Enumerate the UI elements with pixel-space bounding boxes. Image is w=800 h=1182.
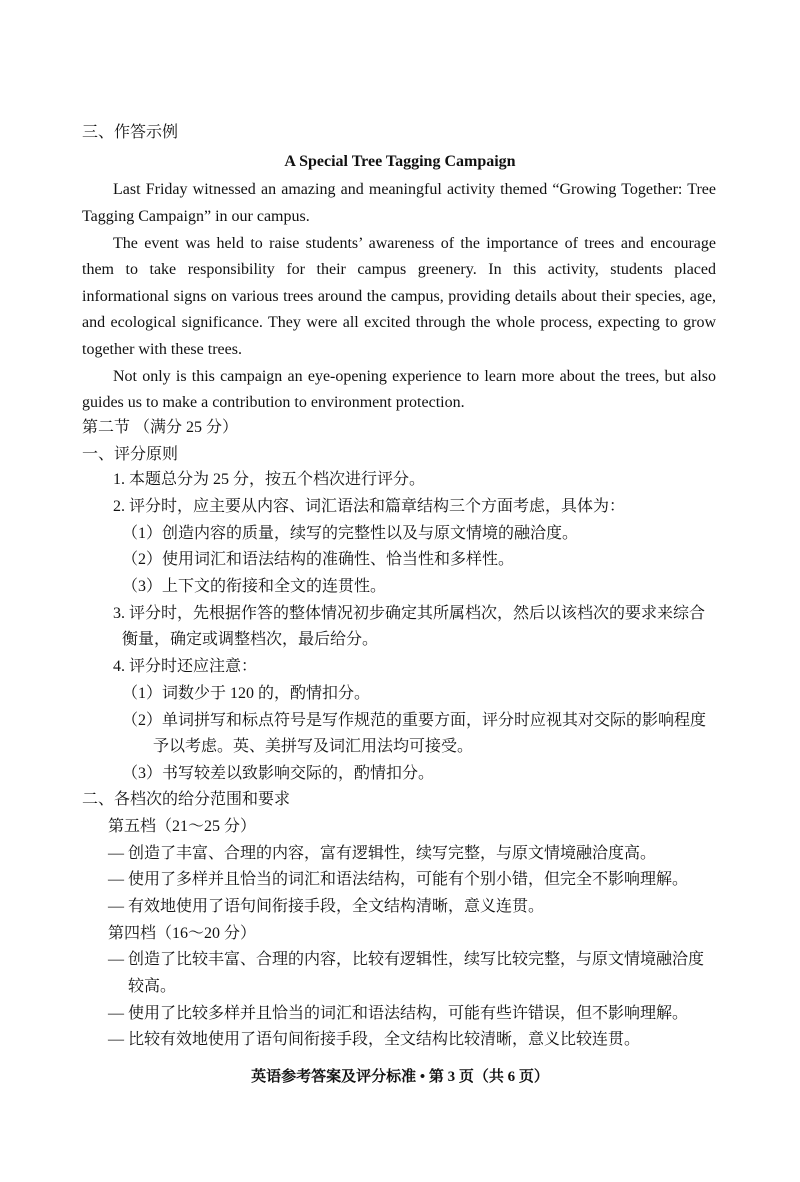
level-title: 第五档（21～25 分） <box>108 818 257 835</box>
essay-line: Last Friday witnessed an amazing and meaningful activity themed “Growing Together: Tree <box>113 181 716 198</box>
principle-subitem: （3）书写较差以致影响交际的，酌情扣分。 <box>122 765 435 782</box>
levels-heading: 二、各档次的给分范围和要求 <box>82 791 291 808</box>
principle-item: 2. 评分时，应主要从内容、词汇语法和篇章结构三个方面考虑，具体为： <box>113 498 626 515</box>
level-criterion-cont: 较高。 <box>128 978 177 995</box>
principle-subitem: （1）词数少于 120 的，酌情扣分。 <box>122 685 371 702</box>
principles-heading: 一、评分原则 <box>82 446 179 463</box>
principle-subitem: （2）使用词汇和语法结构的准确性、恰当性和多样性。 <box>122 551 515 568</box>
essay-line: Not only is this campaign an eye-opening experience to learn more about the trees, but also <box>113 368 716 385</box>
level-title: 第四档（16～20 分） <box>108 925 257 942</box>
level-criterion: — 创造了丰富、合理的内容，富有逻辑性，续写完整，与原文情境融洽度高。 <box>108 845 657 862</box>
level-criterion: — 创造了比较丰富、合理的内容，比较有逻辑性，续写比较完整，与原文情境融洽度 <box>108 951 705 968</box>
part-two-heading: 第二节 （满分 25 分） <box>82 419 239 436</box>
principle-item: 3. 评分时，先根据作答的整体情况初步确定其所属档次，然后以该档次的要求来综合 <box>113 605 706 622</box>
level-criterion: — 使用了多样并且恰当的词汇和语法结构，可能有个别小错，但完全不影响理解。 <box>108 871 689 888</box>
level-criterion: — 使用了比较多样并且恰当的词汇和语法结构，可能有些许错误，但不影响理解。 <box>108 1005 689 1022</box>
principle-item: 1. 本题总分为 25 分，按五个档次进行评分。 <box>113 471 426 488</box>
level-criterion: — 有效地使用了语句间衔接手段，全文结构清晰，意义连贯。 <box>108 898 545 915</box>
page-footer: 英语参考答案及评分标准 • 第 3 页（共 6 页） <box>251 1069 549 1085</box>
section-heading: 三、作答示例 <box>82 124 179 141</box>
essay-line: informational signs on various trees around the campus, providing details about their species, age, <box>82 288 716 305</box>
essay-title: A Special Tree Tagging Campaign <box>284 153 516 170</box>
principle-item-cont: 衡量，确定或调整档次，最后给分。 <box>122 631 379 648</box>
principle-subitem: （3）上下文的衔接和全文的连贯性。 <box>122 578 387 595</box>
principle-subitem: （2）单词拼写和标点符号是写作规范的重要方面，评分时应视其对交际的影响程度 <box>122 712 707 729</box>
principle-subitem: （1）创造内容的质量，续写的完整性以及与原文情境的融洽度。 <box>122 525 579 542</box>
essay-line: together with these trees. <box>82 341 242 358</box>
essay-line: Tagging Campaign” in our campus. <box>82 208 310 225</box>
essay-line: The event was held to raise students’ awareness of the importance of trees and encourage <box>113 235 716 252</box>
principle-subitem-cont: 予以考虑。英、美拼写及词汇用法均可接受。 <box>153 738 474 755</box>
essay-line: guides us to make a contribution to environment protection. <box>82 394 465 411</box>
principle-item: 4. 评分时还应注意： <box>113 658 258 675</box>
essay-line: and ecological significance. They were all excited through the whole process, expecting to grow <box>82 314 716 331</box>
level-criterion: — 比较有效地使用了语句间衔接手段，全文结构比较清晰，意义比较连贯。 <box>108 1031 641 1048</box>
essay-line: them to take responsibility for their campus greenery. In this activity, students placed <box>82 261 716 278</box>
